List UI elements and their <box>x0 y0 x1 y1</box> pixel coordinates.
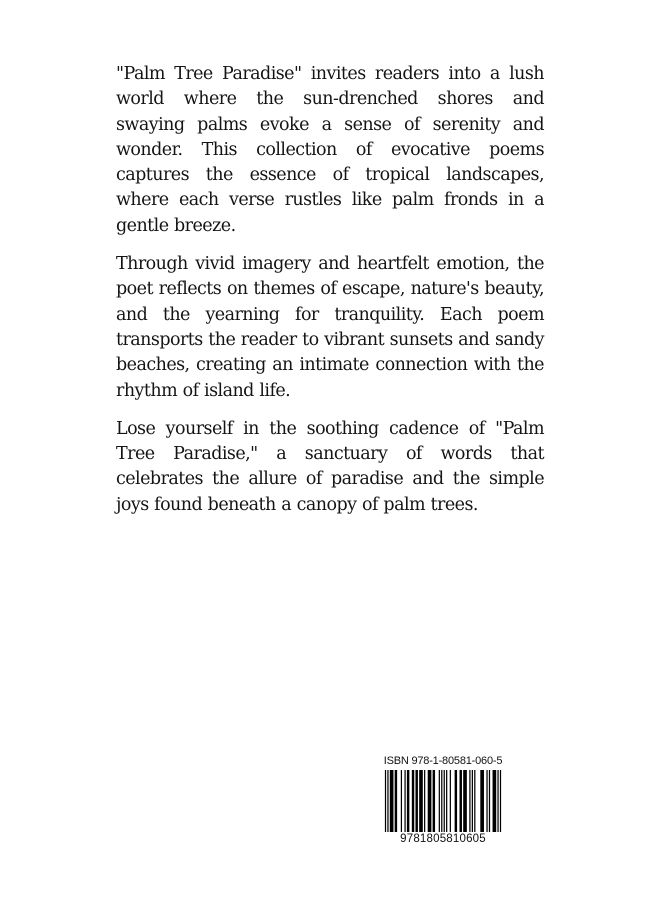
barcode-bar-26 <box>489 770 490 832</box>
barcode-bar-27 <box>493 770 497 832</box>
barcode-bars <box>380 770 506 832</box>
blurb-paragraph-1: "Palm Tree Paradise" invites readers into a lush world where the sun-drenched shores and swaying palms evoke a sense of serenity and wonder. This collection of evocative poems captures the essence of tropical landscapes, where each verse rustles like palm fronds in a gentle breeze. <box>116 64 544 236</box>
barcode-bar-17 <box>450 770 451 832</box>
barcode-bar-16 <box>446 770 447 832</box>
barcode-bar-19 <box>460 770 462 832</box>
barcode-bar-3 <box>395 770 397 832</box>
barcode-bar-24 <box>480 770 484 832</box>
isbn-label: ISBN 978-1-80581-060-5 <box>383 755 503 767</box>
barcode-bar-18 <box>455 770 457 832</box>
barcode-bar-1 <box>387 770 388 832</box>
barcode-bar-10 <box>424 770 425 832</box>
barcode-bar-22 <box>472 770 473 832</box>
barcode-digits: 9781805810605 <box>400 833 486 845</box>
barcode-bar-7 <box>412 770 414 832</box>
barcode-bar-12 <box>433 770 435 832</box>
barcode-bar-2 <box>390 770 394 832</box>
barcode-bar-13 <box>439 770 440 832</box>
barcode-bar-20 <box>463 770 467 832</box>
barcode-bar-28 <box>497 770 498 832</box>
blurb-paragraph-3: Lose yourself in the soothing cadence of "Palm Tree Paradise," a sanctuary of words that celebrates the allure of paradise and the simple joys found beneath a canopy of palm trees. <box>116 418 544 515</box>
barcode-bar-29 <box>500 770 501 832</box>
barcode-bar-0 <box>385 770 386 832</box>
barcode-bar-11 <box>428 770 432 832</box>
barcode-bar-25 <box>486 770 487 832</box>
blurb-paragraph-2: Through vivid imagery and heartfelt emotion, the poet reflects on themes of escape, nature's beauty, and the yearning for tranquility. Each poem transports the reader to vibrant sunsets and sandy beaches, creating an intimate connection with the rhythm of island life. <box>116 254 544 401</box>
barcode-bar-6 <box>407 770 409 832</box>
barcode-bar-4 <box>401 770 402 832</box>
barcode-bar-23 <box>474 770 475 832</box>
barcode-bar-9 <box>419 770 423 832</box>
isbn-barcode-block <box>380 752 506 852</box>
barcode-bar-14 <box>441 770 442 832</box>
barcode-bar-15 <box>444 770 445 832</box>
barcode-bar-21 <box>469 770 470 832</box>
barcode-bar-5 <box>404 770 405 832</box>
barcode-bar-8 <box>415 770 417 832</box>
blurb-text <box>116 62 544 531</box>
